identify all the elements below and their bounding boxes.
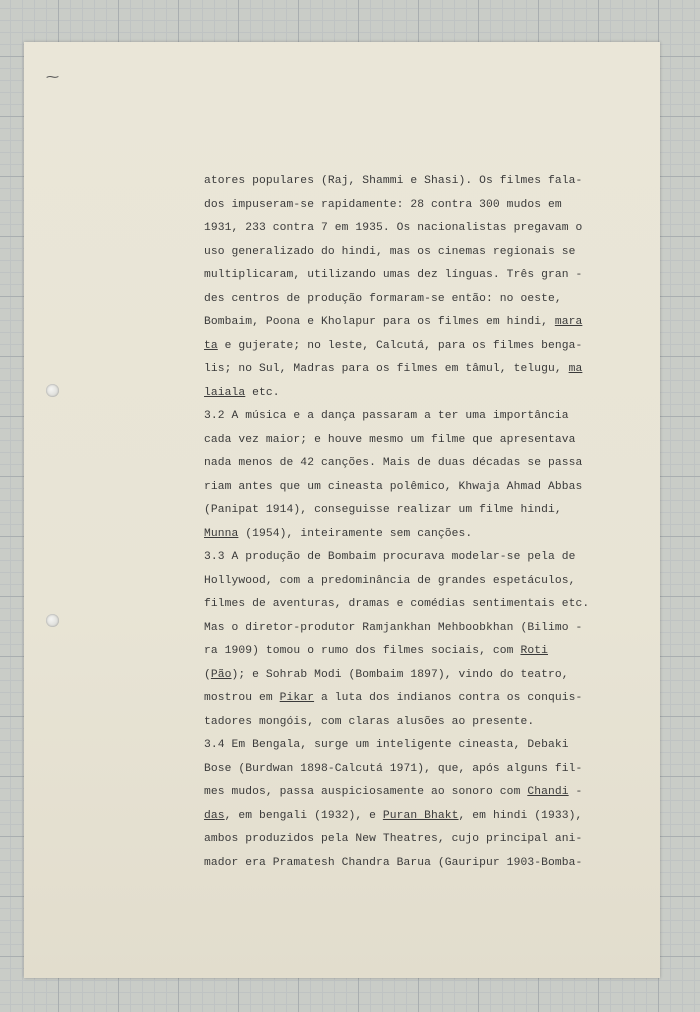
text-segment: , em bengali (1932), e [224,809,383,822]
underlined-title: Puran Bhakt [382,809,459,822]
text-segment: ( [204,668,211,681]
text-segment: (1954), inteiramente sem canções. [238,527,473,540]
punch-hole-icon [46,614,59,627]
text-line [204,476,624,500]
text-line [204,805,624,829]
text-line [204,288,624,312]
text-segment: 1931, 233 contra 7 em 1935. Os nacionalistas pregavam o [204,222,583,234]
pencil-mark: ⁓ [46,70,59,85]
underlined-title: mara [554,316,583,328]
text-line [204,687,624,711]
text-segment: 3.3 A produção de Bombaim procurava modelar-se pela de [204,551,576,563]
underlined-title: ta [204,339,218,352]
text-segment: Bose (Burdwan 1898-Calcutá 1971), que, após alguns fil- [204,762,583,775]
underlined-title: das [204,809,225,822]
text-line [204,617,624,641]
text-line [204,452,624,476]
text-segment: 3.2 A música e a dança passaram a ter uma importância [204,410,569,422]
text-line [204,405,624,429]
text-line [204,217,624,241]
text-segment: Mas o diretor-produtor Ramjankhan Mehboobkhan (Bilimo - [204,621,583,634]
text-segment: ); e Sohrab Modi (Bombaim 1897), vindo do teatro, [231,668,569,681]
text-segment: riam antes que um cineasta polêmico, Khwaja Ahmad Abbas [204,480,583,493]
text-segment: e gujerate; no leste, Calcutá, para os filmes benga- [217,339,583,352]
underlined-title: Pikar [279,692,315,704]
text-segment: mostrou em [204,692,280,704]
text-line [204,311,624,335]
text-line [204,828,624,852]
text-line [204,781,624,805]
text-segment: (Panipat 1914), conseguisse realizar um filme hindi, [204,504,562,516]
text-segment: des centros de produção formaram-se então: no oeste, [204,292,562,305]
text-line [204,593,624,617]
typed-page [24,42,660,978]
text-segment: etc. [245,386,280,399]
underlined-title: Pão [210,668,232,681]
underlined-title: Chandi [527,786,569,798]
underlined-title: ma [568,363,583,375]
text-line [204,570,624,594]
text-line [204,758,624,782]
text-segment: dos impuseram-se rapidamente: 28 contra 300 mudos em [204,198,562,211]
text-segment: atores populares (Raj, Shammi e Shasi). Os filmes fala- [204,175,583,187]
underlined-title: Roti [520,645,548,657]
text-line [204,546,624,570]
text-line [204,852,624,876]
text-line [204,664,624,688]
text-line [204,734,624,758]
text-segment: mador era Pramatesh Chandra Barua (Gauripur 1903-Bomba- [204,856,583,869]
text-segment: , em hindi (1933), [458,809,583,822]
text-line [204,640,624,664]
text-line [204,358,624,382]
text-segment: cada vez maior; e houve mesmo um filme que apresentava [204,433,576,446]
text-line [204,382,624,406]
underlined-title: Munna [204,527,239,540]
text-segment: filmes de aventuras, dramas e comédias sentimentais etc. [204,598,590,610]
text-line [204,170,624,194]
text-line [204,499,624,523]
punch-hole-icon [46,384,59,397]
text-line [204,194,624,218]
text-segment: multiplicaram, utilizando umas dez línguas. Três gran - [204,269,583,281]
text-segment: uso generalizado do hindi, mas os cinemas regionais se [204,245,576,258]
text-line [204,711,624,735]
text-segment: 3.4 Em Bengala, surge um inteligente cineasta, Debaki [204,739,569,751]
text-line [204,523,624,547]
text-segment: Hollywood, com a predominância de grandes espetáculos, [204,574,576,587]
text-segment: ambos produzidos pela New Theatres, cujo principal ani- [204,833,583,845]
text-segment: lis; no Sul, Madras para os filmes em tâmul, telugu, [204,363,569,375]
text-line [204,429,624,453]
text-segment: Bombaim, Poona e Kholapur para os filmes em hindi, [204,316,555,328]
text-segment: ra 1909) tomou o rumo dos filmes sociais, com [204,645,521,657]
text-segment: a luta dos indianos contra os conquis- [314,692,583,704]
text-line [204,241,624,265]
text-segment: mes mudos, passa auspiciosamente ao sonoro com [204,786,528,798]
text-segment: - [568,786,583,798]
underlined-title: laiala [204,386,246,399]
text-segment: tadores mongóis, com claras alusões ao presente. [204,715,535,728]
text-segment: nada menos de 42 canções. Mais de duas décadas se passa [204,457,583,469]
text-line [204,335,624,359]
text-line [204,264,624,288]
typed-text-block [204,170,624,875]
